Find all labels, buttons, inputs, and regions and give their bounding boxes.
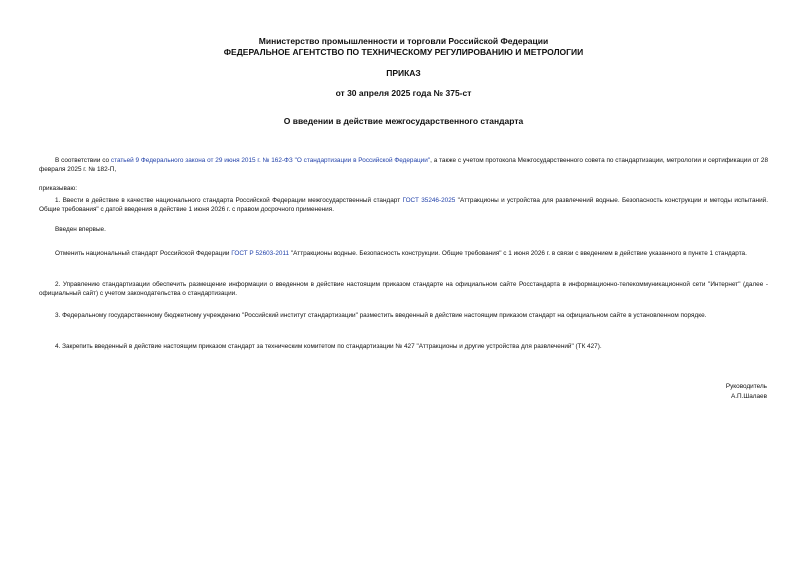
introduced-first: Введен впервые. xyxy=(55,226,106,233)
item3-paragraph: 3. Федеральному государственному бюджетному учреждению "Российский институт стандартизации" разместить введенный в действие настоящим приказом стандарт на официальном сайте в установленном порядке. xyxy=(55,312,707,319)
agency-title: ФЕДЕРАЛЬНОЕ АГЕНТСТВО ПО ТЕХНИЧЕСКОМУ РЕГУЛИРОВАНИЮ И МЕТРОЛОГИИ xyxy=(223,47,584,57)
preamble-paragraph xyxy=(39,156,768,175)
order-title: ПРИКАЗ xyxy=(386,68,421,78)
cancel-text-start: Отменить национальный стандарт Российской Федерации xyxy=(55,250,232,257)
ministry-title: Министерство промышленности и торговли Российской Федерации xyxy=(258,36,549,46)
order-date-number: от 30 апреля 2025 года № 375-ст xyxy=(335,88,472,98)
order-subject: О введении в действие межгосударственного стандарта xyxy=(283,116,524,126)
cancel-paragraph xyxy=(39,249,768,258)
cancel-text-end: "Аттракционы водные. Безопасность конструкции. Общие требования" с 1 июня 2026 г. в связи с введением в действие указанного в пункте 1 стандарта. xyxy=(289,250,747,257)
federal-law-link[interactable]: статьей 9 Федерального закона от 29 июня 2015 г. № 162-ФЗ "О стандартизации в Российской Федерации" xyxy=(110,157,431,164)
preamble-text-end: , а также с учетом протокола Межгосударственного совета по стандартизации, метрологии и сертификации от 28 февраля 2025 г. № 182-П, xyxy=(39,157,769,174)
preamble-text-start: В соответствии со xyxy=(55,157,111,164)
item2-paragraph: 2. Управлению стандартизации обеспечить размещение информации о введенном в действие настоящим приказом стандарте на официальном сайте Росстандарта в информационно-телекоммуникационной сети "Интернет" (далее - официальный сайт) с учетом законодательства о стандартизации. xyxy=(39,281,768,298)
item1-text-end: "Аттракционы и устройства для развлечений водные. Безопасность конструкции и методы испытаний. Общие требования" с датой введения в действие 1 июня 2026 г. с правом досрочного применения. xyxy=(39,197,768,214)
order-word: приказываю: xyxy=(39,185,77,192)
item1-paragraph xyxy=(39,196,768,215)
gost-35246-link[interactable]: ГОСТ 35246-2025 xyxy=(402,197,456,204)
item4-paragraph: 4. Закрепить введенный в действие настоящим приказом стандарт за техническим комитетом по стандартизации № 427 "Аттракционы и другие устройства для развлечений" (ТК 427). xyxy=(55,343,602,350)
item1-text-start: 1. Ввести в действие в качестве национального стандарта Российской Федерации межгосударственный стандарт xyxy=(55,197,403,204)
signature-position: Руководитель xyxy=(725,383,767,390)
gost-r-52603-link[interactable]: ГОСТ Р 52603-2011 xyxy=(231,250,290,257)
signature-name: А.П.Шалаев xyxy=(730,393,767,400)
